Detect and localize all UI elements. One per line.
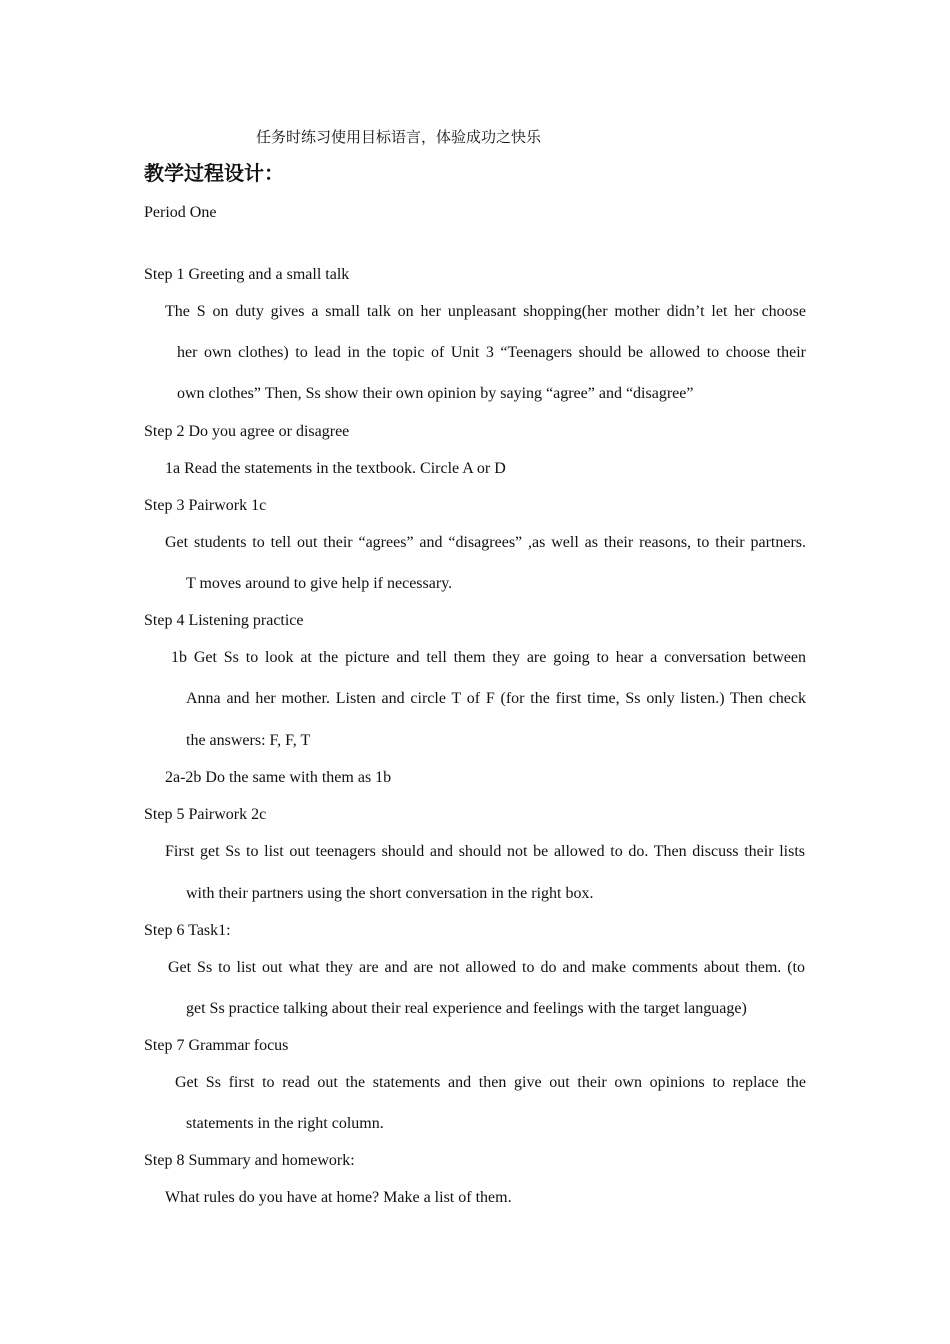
step-4-line-2: Anna and her mother. Listen and circle T of F (for the first time, Ss only listen.) Then check	[186, 690, 806, 707]
step-1-line-2: her own clothes) to lead in the topic of Unit 3 “Teenagers should be allowed to choose their	[177, 344, 806, 361]
step-5-title: Step 5 Pairwork 2c	[144, 806, 267, 823]
period-label: Period One	[144, 204, 217, 221]
step-3-title: Step 3 Pairwork 1c	[144, 497, 267, 514]
step-3-line-2: T moves around to give help if necessary.	[186, 575, 453, 592]
step-5-line-1: First get Ss to list out teenagers should and should not be allowed to do. Then discuss their lists	[165, 843, 805, 860]
step-7-title: Step 7 Grammar focus	[144, 1037, 289, 1054]
step-4-title: Step 4 Listening practice	[144, 612, 304, 629]
step-1-line-3: own clothes” Then, Ss show their own opinion by saying “agree” and “disagree”	[177, 385, 694, 402]
step-8-line-1: What rules do you have at home? Make a list of them.	[165, 1189, 512, 1206]
step-7-line-2: statements in the right column.	[186, 1115, 384, 1132]
step-1-title: Step 1 Greeting and a small talk	[144, 266, 350, 283]
step-4-line-1: 1b Get Ss to look at the picture and tell them they are going to hear a conversation between	[171, 649, 806, 666]
step-6-line-2: get Ss practice talking about their real experience and feelings with the target language)	[186, 1000, 747, 1017]
step-4-line-4: 2a-2b Do the same with them as 1b	[165, 769, 392, 786]
step-5-line-2: with their partners using the short conversation in the right box.	[186, 885, 594, 902]
step-4-line-3: the answers: F, F, T	[186, 732, 311, 749]
step-6-title: Step 6 Task1:	[144, 922, 231, 939]
step-1-line-1: The S on duty gives a small talk on her unpleasant shopping(her mother didn’t let her choose	[165, 303, 806, 320]
step-2-title: Step 2 Do you agree or disagree	[144, 423, 350, 440]
step-2-line-1: 1a Read the statements in the textbook. Circle A or D	[165, 460, 506, 477]
section-title: 教学过程设计：	[144, 161, 284, 185]
step-8-title: Step 8 Summary and homework:	[144, 1152, 355, 1169]
step-6-line-1: Get Ss to list out what they are and are not allowed to do and make comments about them. (to	[168, 959, 805, 976]
step-3-line-1: Get students to tell out their “agrees” and “disagrees” ,as well as their reasons, to their partners.	[165, 534, 806, 551]
step-7-line-1: Get Ss first to read out the statements and then give out their own opinions to replace the	[175, 1074, 806, 1091]
intro-line: 任务时练习使用目标语言，体验成功之快乐	[256, 128, 542, 146]
